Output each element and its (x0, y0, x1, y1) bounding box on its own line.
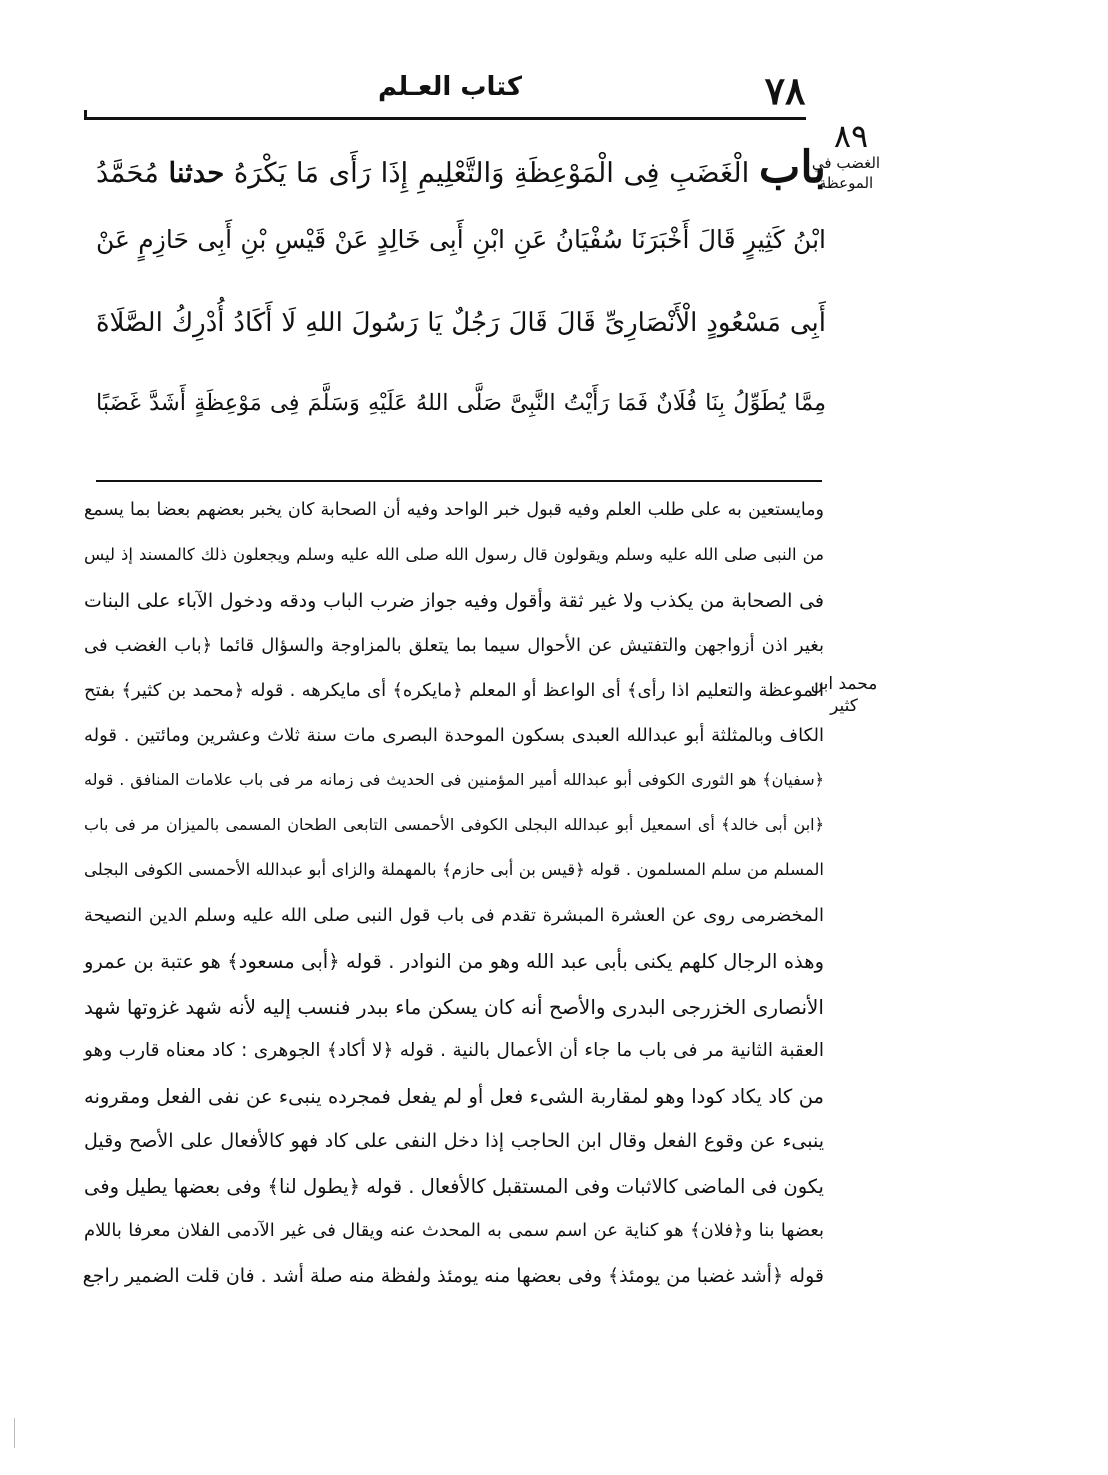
commentary-line: الأنصارى الخزرجى البدرى والأصح أنه كان يسكن ماء ببدر فنسب إليه لأنه شهد غزوتها شهد (84, 995, 824, 1019)
commentary-line: من كاد يكاد كودا وهو لمقاربة الشىء فعل أو لم يفعل فمجرده ينبىء عن نفى الفعل ومقرونه (84, 1085, 824, 1108)
commentary-line: من النبى صلى الله عليه وسلم ويقولون قال رسول الله صلى الله عليه وسلم ويجعلون ذلك كالمسند إذ ليس (84, 545, 824, 564)
commentary-line: يكون فى الماضى كالاثبات وفى المستقبل كالأفعال . قوله ﴿يطول لنا﴾ وفى بعضها يطيل وفى (84, 1175, 824, 1198)
scan-edge-mark (14, 1418, 15, 1448)
commentary-line: ﴿ابن أبى خالد﴾ أى اسمعيل أبو عبدالله البجلى الكوفى الأحمسى التابعى الطحان المسمى بالميزان مر فى باب (84, 815, 824, 834)
commentary-line: الموعظة والتعليم اذا رأى﴾ أى الواعظ أو المعلم ﴿مايكره﴾ أى مايكرهه . قوله ﴿محمد بن كثير﴾ بفتح (84, 680, 824, 701)
commentary-line: ينبىء عن وقوع الفعل وقال ابن الحاجب إذا دخل النفى على كاد فهو كالأفعال على الأصح وقيل (84, 1130, 824, 1152)
hadith-line-1 (96, 142, 826, 202)
margin-gloss-narrator: محمد ابن كثير (810, 674, 878, 716)
commentary-line: المخضرمى روى عن العشرة المبشرة تقدم فى باب قول النبى صلى الله عليه وسلم الدين النصيحة (84, 905, 824, 926)
commentary-line: الكاف وبالمثلثة أبو عبدالله العبدى بسكون الموحدة البصرى مات سنة ثلاث وعشرين ومائتين . قوله (84, 725, 824, 746)
running-title: كتاب العـلم (378, 72, 522, 102)
haddathana-word: حدثنا (168, 157, 225, 189)
narrator-name: مُحَمَّدُ (96, 157, 159, 189)
commentary-line: فى الصحابة من يكذب ولا غير ثقة وأقول وفيه جواز ضرب الباب ودقه ودخول الآباء على البنات (84, 590, 824, 612)
hadith-line-4: مِمَّا يُطَوِّلُ بِنَا فُلَانٌ فَمَا رَأَيْتُ النَّبِىَّ صَلَّى اللهُ عَلَيْهِ وَسَلَّمَ فِى مَوْعِظَةٍ أَشَدَّ غَضَبًا (96, 390, 826, 416)
section-divider (96, 480, 822, 482)
commentary-line: وهذه الرجال كلهم يكنى بأبى عبد الله وهو من النوادر . قوله ﴿أبى مسعود﴾ هو عتبة بن عمرو (84, 950, 824, 973)
chapter-title: الْغَضَبِ فِى الْمَوْعِظَةِ وَالتَّعْلِيمِ إِذَا رَأَى مَا يَكْرَهُ (233, 157, 750, 189)
header-rule (84, 117, 806, 120)
commentary-line: ومايستعين به على طلب العلم وفيه قبول خبر الواحد وفيه أن الصحابة كان يخبر بعضهم بعضا بما يسمع (84, 500, 824, 520)
hadith-line-2: ابْنُ كَثِيرٍ قَالَ أَخْبَرَنَا سُفْيَانُ عَنِ ابْنِ أَبِى خَالِدٍ عَنْ قَيْسِ بْنِ أَبِى حَازِمٍ عَنْ (96, 225, 826, 254)
commentary-line: ﴿سفيان﴾ هو الثورى الكوفى أبو عبدالله أمير المؤمنين فى الحديث فى زمانه مر فى باب علامات المنافق . قوله (84, 770, 824, 789)
commentary-line: بعضها بنا و﴿فلان﴾ هو كناية عن اسم سمى به المحدث عنه ويقال فى غير الآدمى الفلان معرفا باللام (84, 1220, 824, 1241)
hadith-line-3: أَبِى مَسْعُودٍ الْأَنْصَارِىِّ قَالَ قَالَ رَجُلٌ يَا رَسُولَ اللهِ لَا أَكَادُ أُدْرِكُ الصَّلَاةَ (96, 308, 826, 338)
commentary-line: العقبة الثانية مر فى باب ما جاء أن الأعمال بالنية . قوله ﴿لا أكاد﴾ الجوهرى : كاد معناه قارب وهو (84, 1040, 824, 1061)
margin-gloss-chapter: الغضب في الموعظة (811, 154, 881, 192)
margin-hadith-number: ٨٩ (833, 117, 869, 155)
commentary-line: المسلم من سلم المسلمون . قوله ﴿قيس بن أبى حازم﴾ بالمهملة والزاى أبو عبدالله الأحمسى الكوفى البجلى (84, 860, 824, 879)
chapter-heading-bab: باب (758, 142, 826, 193)
commentary-line: بغير اذن أزواجهن والتفتيش عن الأحوال سيما بما يتعلق بالمزاوجة والسؤال قائما ﴿باب الغضب فى (84, 635, 824, 656)
page-number: ٧٨ (764, 68, 806, 113)
commentary-line: قوله ﴿أشد غضبا من يومئذ﴾ وفى بعضها منه يومئذ ولفظة منه صلة أشد . فان قلت الضمير راجع (82, 1265, 824, 1287)
